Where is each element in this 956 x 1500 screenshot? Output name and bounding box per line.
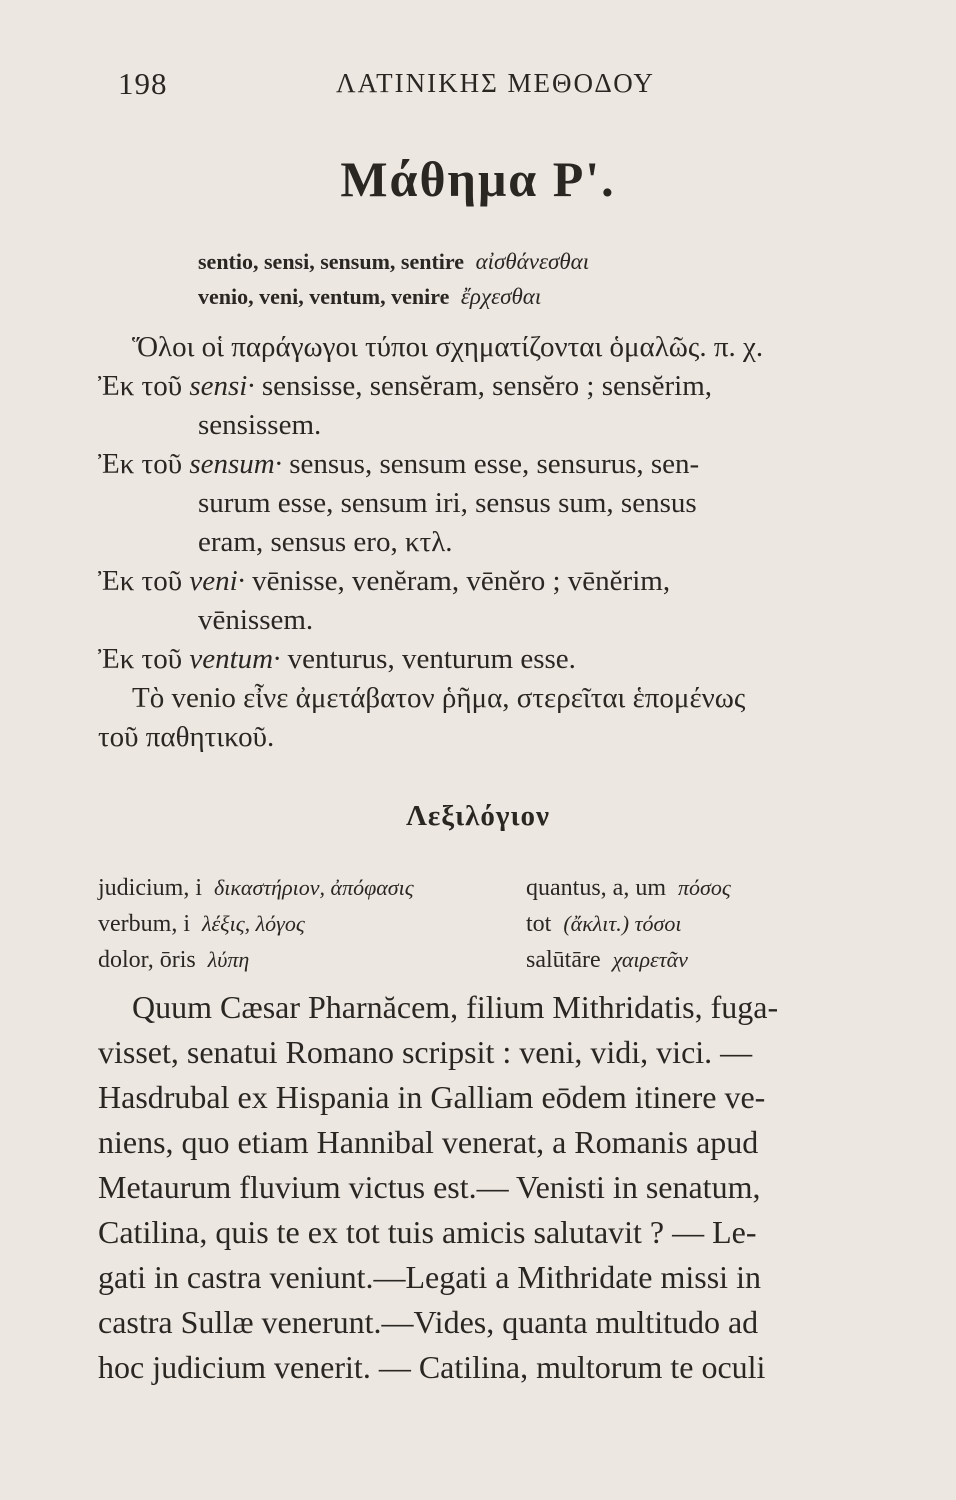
grammar-line: eram, sensus ero, κτλ. <box>198 526 453 558</box>
grammar-text: venturus, venturum esse. <box>287 643 576 675</box>
principal-greek: αἰσθάνεσθαι <box>475 249 590 274</box>
reading-line: gati in castra veniunt.—Legati a Mithridate missi in <box>98 1259 761 1295</box>
vocabulary-item <box>526 906 886 942</box>
vocab-latin: judicium, i <box>98 875 202 901</box>
vocab-greek: πόσος <box>677 875 731 900</box>
reading-line: castra Sullæ venerunt.—Vides, quanta multitudo ad <box>98 1304 759 1340</box>
vocab-greek: (ἄκλιτ.) τόσοι <box>563 911 682 936</box>
grammar-line: surum esse, sensum iri, sensus sum, sensus <box>198 487 697 519</box>
grammar-line: Ὅλοι οἱ παράγωγοι τύποι σχηματίζονται ὁμαλῶς. π. χ. <box>132 331 764 363</box>
grammar-line: sensissem. <box>198 409 322 441</box>
grammar-line: τοῦ παθητικοῦ. <box>98 721 275 753</box>
vocabulary-item <box>526 942 886 978</box>
vocabulary-title: Λεξιλόγιον <box>406 800 550 832</box>
vocab-greek: λέξις, λόγος <box>201 911 305 936</box>
grammar-text: Ἐκ τοῦ <box>98 370 183 402</box>
reading-passage <box>98 985 878 1390</box>
principal-latin: venio, veni, ventum, venire <box>198 284 450 309</box>
principal-line <box>198 279 898 314</box>
grammar-text: sensus, sensum esse, sensurus, sen- <box>289 448 700 480</box>
vocab-greek: χαιρετᾶν <box>612 947 688 972</box>
grammar-stem: sensum· <box>189 448 282 480</box>
grammar-text: Ἐκ τοῦ <box>98 565 183 597</box>
principal-greek: ἔρχεσθαι <box>460 284 542 309</box>
reading-line: Catilina, quis te ex tot tuis amicis salutavit ? — Le- <box>98 1214 757 1250</box>
vocab-latin: salūtāre <box>526 947 601 973</box>
vocabulary-item <box>98 942 518 978</box>
grammar-line: Τὸ venio εἶνε ἀμετάβατον ῥῆμα, στερεῖται ἑπομένως <box>132 682 746 714</box>
reading-line: hoc judicium venerit. — Catilina, multorum te oculi <box>98 1349 766 1385</box>
lesson-title: Μάθημα Ρ'. <box>340 151 616 207</box>
grammar-line <box>98 367 878 406</box>
reading-line: visset, senatui Romano scripsit : veni, vidi, vici. — <box>98 1034 753 1070</box>
running-title: ΛΑΤΙΝΙΚΗΣ ΜΕΘΟΔΟΥ <box>336 68 655 98</box>
grammar-text: Ἐκ τοῦ <box>98 643 183 675</box>
reading-line: Hasdrubal ex Hispania in Galliam eōdem itinere ve- <box>98 1079 766 1115</box>
grammar-stem: veni· <box>189 565 245 597</box>
vocabulary-item <box>98 870 518 906</box>
grammar-text: Ἐκ τοῦ <box>98 448 183 480</box>
vocab-latin: dolor, ōris <box>98 947 196 973</box>
reading-line: niens, quo etiam Hannibal venerat, a Romanis apud <box>98 1124 759 1160</box>
reading-line: Quum Cæsar Pharnăcem, filium Mithridatis, fuga- <box>132 989 779 1025</box>
principal-parts <box>198 244 898 314</box>
vocab-greek: δικαστήριον, ἀπόφασις <box>214 875 414 900</box>
grammar-text: sensisse, sensĕram, sensĕro ; sensĕrim, <box>261 370 713 402</box>
vocab-latin: quantus, a, um <box>526 875 666 901</box>
vocab-latin: verbum, i <box>98 911 190 937</box>
grammar-line <box>98 445 878 484</box>
principal-line <box>198 244 898 279</box>
vocabulary-column-right <box>526 870 886 978</box>
grammar-stem: ventum· <box>189 643 281 675</box>
grammar-line: vēnissem. <box>198 604 314 636</box>
reading-line: Metaurum fluvium victus est.— Venisti in senatum, <box>98 1169 761 1205</box>
vocabulary-item <box>526 870 886 906</box>
grammar-line <box>98 562 878 601</box>
page-number: 198 <box>118 66 168 101</box>
grammar-text: vēnisse, venĕram, vēnĕro ; vēnĕrim, <box>252 565 671 597</box>
grammar-stem: sensi· <box>189 370 255 402</box>
vocabulary-item <box>98 906 518 942</box>
running-head <box>118 62 838 106</box>
grammar-line <box>98 640 878 679</box>
grammar-notes <box>98 328 878 757</box>
vocab-latin: tot <box>526 911 552 937</box>
vocabulary-column-left <box>98 870 518 978</box>
principal-latin: sentio, sensi, sensum, sentire <box>198 249 465 274</box>
vocab-greek: λύπη <box>207 947 250 972</box>
